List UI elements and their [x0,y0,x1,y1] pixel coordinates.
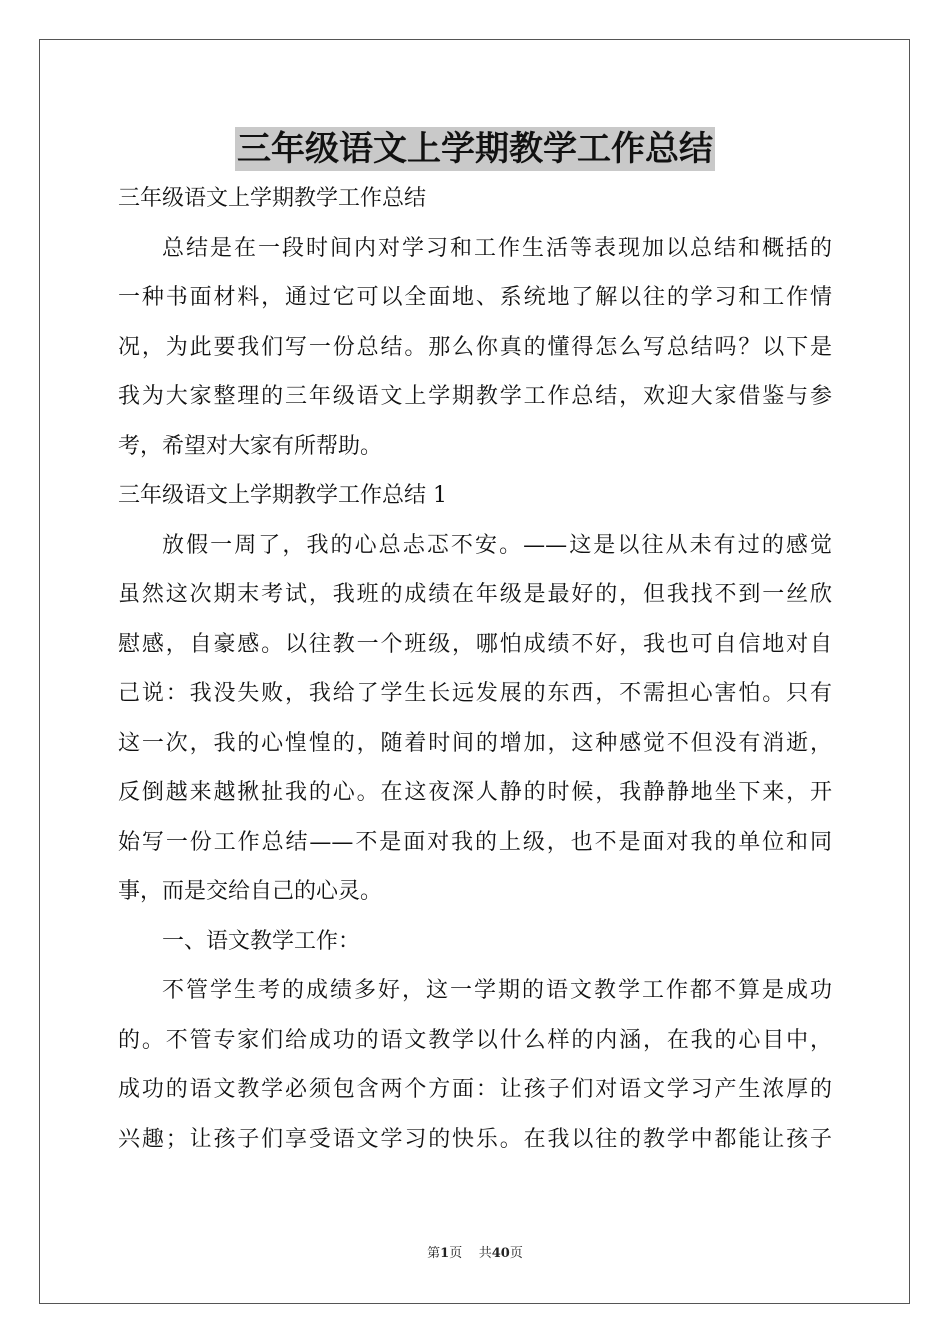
page-number: 1 [440,1246,450,1261]
intro-line: 考，希望对大家有所帮助。 [118,433,383,459]
paragraph-line: 反倒越来越揪扯我的心。在这夜深人静的时候，我静静地坐下来，开 [118,780,832,805]
paragraph-line: 己说：我没失败，我给了学生长远发展的东西，不需担心害怕。只有 [118,681,832,706]
paragraph-line: 慰感，自豪感。以往教一个班级，哪怕成绩不好，我也可自信地对自 [118,631,832,657]
section-heading: 三年级语文上学期教学工作总结 1 [118,483,447,508]
intro-line: 况，为此要我们写一份总结。那么你真的懂得怎么写总结吗？以下是 [118,334,832,360]
sub-heading: 一、语文教学工作： [162,928,361,954]
paragraph-line: 放假一周了，我的心总忐忑不安。——这是以往从未有过的感觉 [162,532,832,558]
title-container [0,127,950,171]
paragraph-line: 这一次，我的心惶惶的，随着时间的增加，这种感觉不但没有消逝， [118,730,832,756]
paragraph-line: 虽然这次期末考试，我班的成绩在年级是最好的，但我找不到一丝欣 [118,582,832,607]
paragraph-line: 成功的语文教学必须包含两个方面：让孩子们对语文学习产生浓厚的 [118,1077,832,1102]
paragraph-2 [118,970,832,1161]
paragraph-line: 的。不管专家们给成功的语文教学以什么样的内涵，在我的心目中， [118,1027,832,1053]
intro-line: 一种书面材料，通过它可以全面地、系统地了解以往的学习和工作情 [118,285,832,310]
document-title: 三年级语文上学期教学工作总结 [237,129,713,169]
total-pages: 40 [491,1246,510,1261]
page-prefix: 第 [427,1246,441,1261]
intro-paragraph [118,228,832,476]
paragraph-line: 不管学生考的成绩多好，这一学期的语文教学工作都不算是成功 [162,978,832,1003]
page-suffix: 页 [449,1246,463,1261]
document-subtitle: 三年级语文上学期教学工作总结 [118,186,427,211]
page-footer [0,1245,950,1263]
paragraph-line: 始写一份工作总结——不是面对我的上级，也不是面对我的单位和同 [118,829,832,855]
document-body [118,178,832,1161]
intro-line: 总结是在一段时间内对学习和工作生活等表现加以总结和概括的 [162,235,832,261]
paragraph-line: 事，而是交给自己的心灵。 [118,879,383,904]
total-prefix: 共 [478,1246,492,1261]
paragraph-1 [118,525,832,921]
paragraph-line: 兴趣；让孩子们享受语文学习的快乐。在我以往的教学中都能让孩子 [118,1126,832,1152]
total-suffix: 页 [509,1246,523,1261]
intro-line: 我为大家整理的三年级语文上学期教学工作总结，欢迎大家借鉴与参 [118,384,832,409]
